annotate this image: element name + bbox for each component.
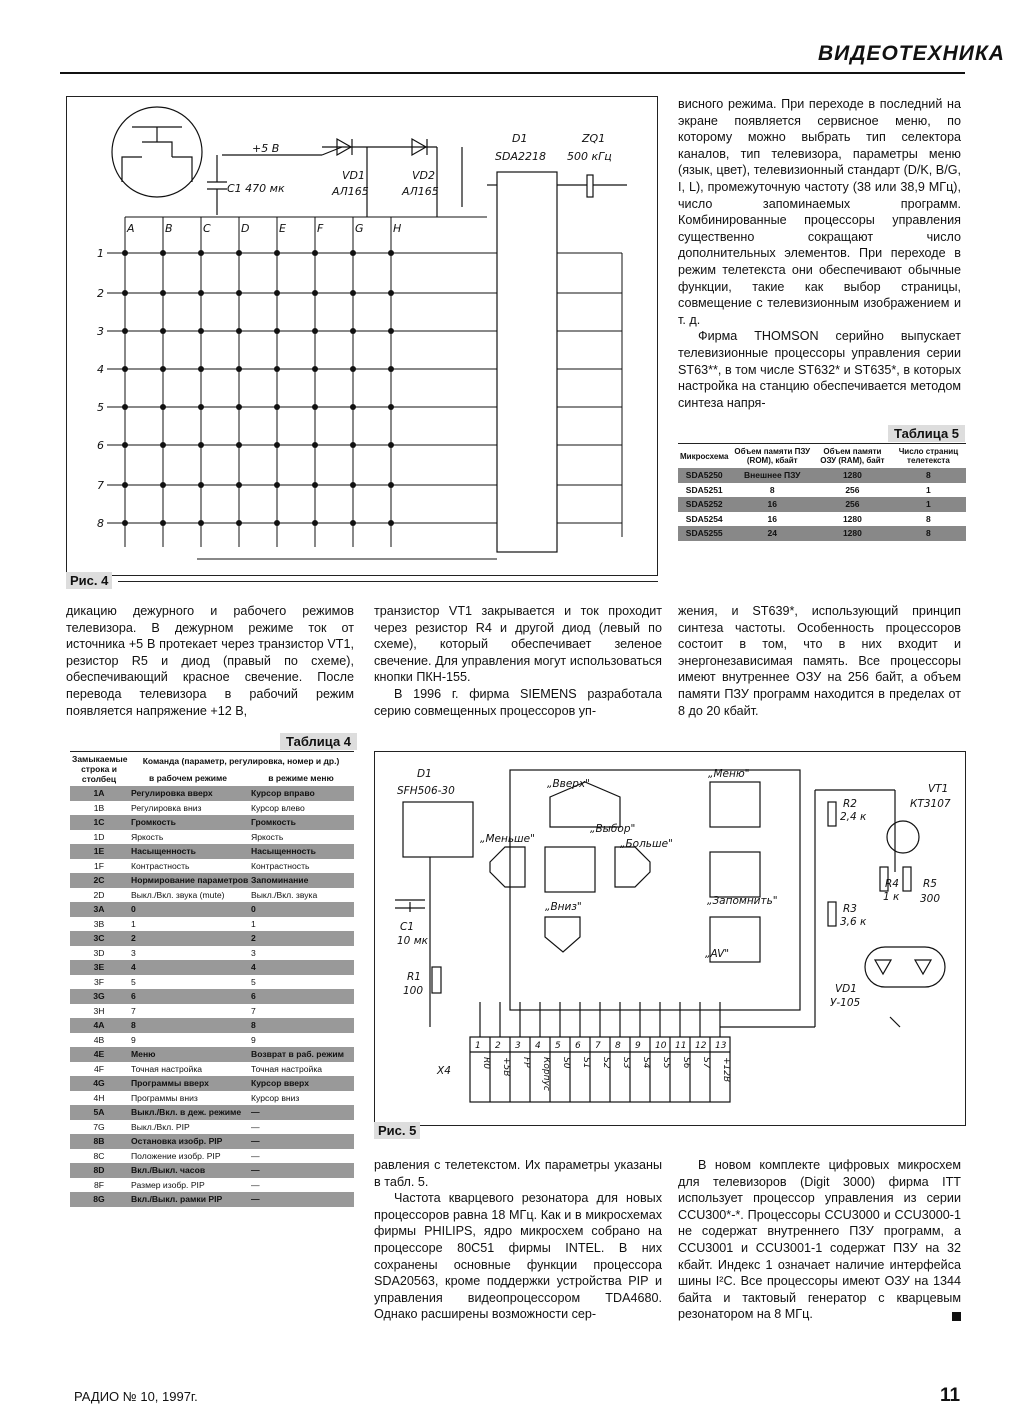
fig5-r2-val: 2,4 к	[840, 811, 867, 823]
x4-pin-name: S4	[641, 1057, 651, 1069]
fig5-r3-val: 3,6 к	[840, 916, 867, 928]
table-row	[70, 931, 354, 946]
fig5-btn-av: „AV"	[705, 948, 730, 960]
fig4-v5: +5 В	[252, 142, 280, 155]
table-5-title: Таблица 5	[888, 425, 965, 442]
table-cell-key: 4E	[70, 1047, 128, 1062]
keypad-icon	[112, 107, 202, 197]
table-cell-key: 8G	[70, 1192, 128, 1207]
fig4-vd1: VD1	[342, 169, 365, 182]
fig5-r4: R4	[885, 878, 899, 890]
fig4-row-6: 6	[97, 439, 104, 452]
table-row	[70, 975, 354, 990]
table-cell: 8	[128, 1018, 248, 1033]
x4-pin-name: S6	[681, 1057, 691, 1069]
paragraph: В 1996 г. фирма SIEMENS разработала серию совмещенных процессоров уп-	[374, 686, 662, 718]
table-cell: Нормирование параметров	[128, 873, 248, 888]
table-cell: —	[251, 1150, 260, 1161]
table-cell: Яркость	[251, 831, 284, 842]
table-row: SDA5254 16 1280 8	[685, 513, 931, 524]
table-cell: Возврат в раб. режим	[248, 1047, 354, 1062]
page-number: 11	[940, 1385, 961, 1406]
table-row	[70, 1018, 354, 1033]
x4-pin-number: 5	[555, 1041, 561, 1051]
x4-pin-name: S5	[661, 1057, 671, 1069]
table-5-header: Число страниц телетекста	[898, 447, 959, 465]
x4-pin-number: 8	[615, 1041, 621, 1051]
table-cell: Программы вверх	[128, 1076, 248, 1091]
table-4-header-work: в рабочем режиме	[148, 772, 227, 783]
fig5-btn-up: „Вверх"	[547, 778, 590, 790]
fig5-r5-val: 300	[920, 893, 941, 905]
table-row	[70, 830, 354, 845]
table-cell-key: 4A	[70, 1018, 128, 1033]
table-cell: Курсор вправо	[248, 786, 354, 801]
table-row	[70, 1091, 354, 1106]
fig5-c1: C1	[400, 921, 415, 933]
table-cell-key: 1A	[70, 786, 128, 801]
table-cell: Контрастность	[131, 860, 190, 871]
table-cell: Запоминание	[248, 873, 354, 888]
table-row: SDA5255 24 1280 8	[678, 526, 966, 541]
fig4-col-g: G	[355, 222, 364, 235]
table-cell: Курсор вниз	[251, 1092, 300, 1103]
table-row	[70, 902, 354, 917]
table-cell: Яркость	[131, 831, 164, 842]
table-cell-key: 8B	[70, 1134, 128, 1149]
table-row: SDA5250 Внешнее ПЗУ 1280 8	[678, 468, 966, 483]
table-cell: 5	[131, 976, 136, 987]
fig5-r1-val: 100	[403, 985, 424, 997]
table-cell-key: 1B	[93, 802, 105, 813]
table-cell-key: 3C	[70, 931, 128, 946]
x4-pin-number: 7	[595, 1041, 601, 1051]
table-cell: Выкл./Вкл. PIP	[131, 1121, 190, 1132]
button-more	[615, 847, 650, 887]
table-row	[70, 1033, 354, 1048]
fig5-d1-type: SFH506-30	[397, 785, 455, 797]
x4-pin-number: 4	[535, 1041, 541, 1051]
mid-column-1	[66, 603, 354, 719]
table-cell: Насыщенность	[248, 844, 354, 859]
table-cell-key: 1F	[93, 860, 105, 871]
fig5-vt1-type: КТ3107	[910, 798, 951, 810]
fig5-vd1-type: У-105	[830, 997, 861, 1009]
paragraph: Фирма THOMSON серийно выпускает телевизионные процессоры управления серии ST63**, в том числе ST632* и ST635*, в которых настройка на станцию обеспечивается методом синтеза напря-	[678, 329, 961, 410]
fig4-row-4: 4	[97, 363, 104, 376]
table-cell: Вкл./Выкл. часов	[128, 1163, 248, 1178]
x4-pin-name: +12В	[721, 1057, 731, 1083]
table-row	[70, 1105, 354, 1120]
table-row	[70, 859, 354, 874]
fig5-btn-select: „Выбор"	[590, 823, 636, 835]
table-cell: Точная настройка	[251, 1063, 323, 1074]
fig4-col-e: E	[279, 222, 286, 235]
fig4-col-c: C	[203, 222, 211, 235]
table-row	[70, 888, 354, 903]
table-row	[70, 1120, 354, 1135]
table-cell: Громкость	[248, 815, 354, 830]
figure-5-schematic	[375, 752, 965, 1125]
table-cell-key: 3H	[93, 1005, 105, 1016]
paragraph: В новом комплекте цифровых микросхем для телевизоров (Digit 3000) фирма ITT использует процессор управления из серии CCU300*-*. Процессоры CCU3000 и CCU3000-1 не содержат внутреннего ПЗУ программ, а CCU3001 и CCU3001-1 содержат ПЗУ на 32 кбайт. Индекс 1 означает наличие интерфейса шины I²C. Все процессоры имеют ОЗУ на 1344 байта и тактовый генератор с кварцевым резонатором на 8 МГц.	[678, 1158, 961, 1322]
table-row	[70, 1076, 354, 1091]
x4-pin-name: Корпус	[541, 1057, 551, 1091]
figure-5	[374, 751, 966, 1126]
button-store	[710, 852, 760, 897]
table-row	[70, 1178, 354, 1193]
table-cell-key: 8F	[93, 1179, 105, 1190]
fig4-row-5: 5	[97, 401, 104, 414]
figure-4-caption-rule	[118, 581, 658, 582]
fig5-x4: X4	[437, 1065, 451, 1077]
x4-pin-number: 11	[675, 1041, 687, 1051]
fig4-col-a: A	[127, 222, 135, 235]
fig5-vd1: VD1	[835, 983, 857, 995]
table-cell: Выкл./Вкл. звука (mute)	[131, 889, 225, 900]
table-cell: —	[248, 1134, 354, 1149]
button-less	[490, 847, 525, 887]
fig5-btn-store: „Запомнить"	[707, 895, 778, 907]
fig5-btn-down: „Вниз"	[545, 901, 582, 913]
table-cell: Программы вниз	[131, 1092, 198, 1103]
mid-column-2	[374, 603, 662, 719]
fig5-btn-menu: „Меню"	[708, 768, 750, 780]
table-cell: —	[248, 1105, 354, 1120]
table-cell: 7	[251, 1005, 256, 1016]
table-4-header-menu: в режиме меню	[268, 772, 334, 783]
fig5-r3: R3	[843, 903, 857, 915]
x4-pin-name: S2	[601, 1057, 611, 1069]
table-cell: Насыщенность	[128, 844, 248, 859]
table-cell: 9	[251, 1034, 256, 1045]
table-cell: —	[251, 1121, 260, 1132]
end-mark-icon	[952, 1312, 961, 1321]
fig4-col-d: D	[241, 222, 250, 235]
table-cell: 9	[131, 1034, 136, 1045]
table-cell-key: 4H	[93, 1092, 105, 1103]
table-cell: Регулировка вверх	[128, 786, 248, 801]
paragraph: Частота кварцевого резонатора для новых процессоров равна 18 МГц. Как и в микросхемах фирмы PHILIPS, ядро микросхем собрано на процессоре 80C51 фирмы INTEL. В них сохранены основные функции процессора SDA20563, кроме поддержки устройства PIP и управления видеопроцессором TDA4680. Однако расширены возможности сер-	[374, 1191, 662, 1322]
table-cell-key: 3G	[70, 989, 128, 1004]
table-cell-key: 3B	[93, 918, 105, 929]
paragraph: равления с телетекстом. Их параметры указаны в табл. 5.	[374, 1158, 662, 1189]
table-cell: Выкл./Вкл. в деж. режиме	[128, 1105, 248, 1120]
fig5-c1-val: 10 мк	[397, 935, 428, 947]
figure-4	[66, 96, 658, 576]
table-cell: 0	[248, 902, 354, 917]
fig4-vd2: VD2	[412, 169, 435, 182]
bottom-column-3	[678, 1157, 961, 1323]
fig4-d1: D1	[512, 132, 528, 145]
table-cell-key: 1C	[70, 815, 128, 830]
table-cell: 2	[248, 931, 354, 946]
table-cell: Курсор вверх	[248, 1076, 354, 1091]
header-rule	[60, 72, 965, 74]
table-cell: Положение изобр. PIP	[131, 1150, 221, 1161]
fig4-zq1-freq: 500 кГц	[567, 150, 612, 163]
mid-column-3	[678, 603, 961, 719]
paragraph: дикацию дежурного и рабочего режимов телевизора. В дежурном режиме ток от источника +5 В протекает через транзистор VT1, резистор R5 и диод (правый по схеме), обеспечивающий красное свечение. После перевода телевизора в рабочий режим появляется напряжение +12 В,	[66, 604, 354, 718]
table-cell: —	[251, 1179, 260, 1190]
table-cell: Размер изобр. PIP	[131, 1179, 205, 1190]
x4-pin-name: FP	[521, 1057, 531, 1068]
table-cell: 3	[131, 947, 136, 958]
table-4-header-command: Команда (параметр, регулировка, номер и др.)	[142, 755, 340, 766]
fig4-col-b: B	[165, 222, 173, 235]
table-cell: Выкл./Вкл. звука	[251, 889, 318, 900]
table-cell-key: 1D	[93, 831, 105, 842]
x4-pin-name: +5В	[501, 1057, 511, 1077]
fig4-d1-type: SDA2218	[495, 150, 546, 163]
table-cell-key: 1E	[70, 844, 128, 859]
table-cell-key: 3F	[93, 976, 105, 987]
vt1-transistor	[887, 821, 919, 853]
table-cell: 1	[251, 918, 256, 929]
table-row	[70, 1047, 354, 1062]
table-cell: 6	[128, 989, 248, 1004]
table-cell: Вкл./Выкл. рамки PIP	[128, 1192, 248, 1207]
figure-4-schematic	[67, 97, 657, 575]
x4-pin-number: 12	[695, 1041, 707, 1051]
fig4-c1: C1 470 мк	[227, 182, 285, 195]
fig5-r5: R5	[923, 878, 937, 890]
table-row	[70, 786, 354, 801]
vd1-led	[865, 947, 945, 987]
x4-pin-number: 6	[575, 1041, 581, 1051]
table-row	[70, 917, 354, 932]
table-5-header: Объем памяти ПЗУ (ROM), кбайт	[734, 447, 811, 465]
table-cell-key: 4G	[70, 1076, 128, 1091]
fig4-row-1: 1	[97, 247, 104, 260]
section-header: ВИДЕОТЕХНИКА	[818, 42, 1005, 65]
x4-pin-number: 3	[515, 1041, 521, 1051]
table-cell: Громкость	[128, 815, 248, 830]
table-cell: 4	[128, 960, 248, 975]
button-down	[545, 917, 580, 952]
table-row	[70, 1004, 354, 1019]
table-row	[70, 989, 354, 1004]
table-cell-key: 3A	[70, 902, 128, 917]
table-row	[70, 960, 354, 975]
table-cell: Регулировка вниз	[131, 802, 202, 813]
fig4-row-8: 8	[97, 517, 104, 530]
table-cell-key: 3E	[70, 960, 128, 975]
table-row	[70, 844, 354, 859]
fig5-r4-val: 1 к	[883, 891, 900, 903]
fig4-row-2: 2	[97, 287, 104, 300]
table-4	[70, 751, 354, 1207]
fig4-vd2-type: АЛ165	[402, 185, 439, 198]
table-cell-key: 3D	[93, 947, 105, 958]
x4-pin-number: 10	[655, 1041, 667, 1051]
button-select	[545, 847, 595, 892]
table-5	[678, 443, 966, 541]
x4-pin-name: R0	[481, 1057, 491, 1069]
x4-pin-name: S7	[701, 1057, 711, 1069]
table-row	[70, 801, 354, 816]
table-cell: Курсор влево	[251, 802, 305, 813]
table-cell: 4	[248, 960, 354, 975]
fig4-row-3: 3	[97, 325, 104, 338]
table-5-header: Объем памяти ОЗУ (RAM), байт	[820, 447, 885, 465]
table-row	[70, 1062, 354, 1077]
table-cell-key: 8D	[70, 1163, 128, 1178]
table-cell: 6	[248, 989, 354, 1004]
x4-pin-name: S1	[581, 1057, 591, 1069]
table-cell: 5	[251, 976, 256, 987]
table-cell: Меню	[128, 1047, 248, 1062]
figure-5-label: Рис. 5	[374, 1122, 420, 1139]
paragraph: жения, и ST639*, использующий принцип синтеза частоты. Особенность процессоров состоит в том, что в них входит и энергонезависимая память. Все процессоры имеют внутреннее ОЗУ на 256 байт, а объем памяти ПЗУ программ находится в пределах от 8 до 20 кбайт.	[678, 604, 961, 718]
table-cell-key: 2C	[70, 873, 128, 888]
fig4-row-7: 7	[97, 479, 104, 492]
x4-pin-number: 2	[495, 1041, 501, 1051]
table-row	[70, 1163, 354, 1178]
fig5-btn-more: „Больше"	[620, 838, 673, 850]
x4-pin-name: S0	[561, 1057, 571, 1069]
table-row: SDA5252 16 256 1	[678, 497, 966, 512]
button-menu	[710, 782, 760, 827]
fig5-btn-less: „Меньше"	[480, 833, 535, 845]
table-cell: —	[248, 1192, 354, 1207]
table-4-header-keys: Замыкаемые строка и столбец	[72, 754, 128, 784]
table-row	[70, 1134, 354, 1149]
fig4-col-h: H	[393, 222, 402, 235]
fig5-d1: D1	[417, 768, 432, 780]
table-cell-key: 5A	[70, 1105, 128, 1120]
figure-4-label: Рис. 4	[66, 572, 112, 589]
table-cell: 8	[248, 1018, 354, 1033]
d1-chip	[403, 802, 473, 857]
table-cell-key: 4B	[93, 1034, 105, 1045]
table-cell: —	[248, 1163, 354, 1178]
table-row	[70, 946, 354, 961]
fig5-r2: R2	[843, 798, 857, 810]
footer-issue: РАДИО № 10, 1997г.	[74, 1389, 198, 1404]
table-row	[70, 873, 354, 888]
fig5-vt1: VT1	[928, 783, 949, 795]
table-cell-key: 8C	[93, 1150, 105, 1161]
table-cell: 1	[131, 918, 136, 929]
fig4-col-f: F	[317, 222, 324, 235]
x4-pin-number: 9	[635, 1041, 641, 1051]
table-row	[70, 1149, 354, 1164]
x4-pin-name: S3	[621, 1057, 631, 1069]
table-cell-key: 7G	[93, 1121, 105, 1132]
table-row	[70, 1192, 354, 1207]
fig5-r1: R1	[407, 971, 421, 983]
table-row	[70, 815, 354, 830]
table-row: SDA5251 8 256 1	[685, 484, 931, 495]
table-cell: 2	[128, 931, 248, 946]
paragraph: висного режима. При переходе в последний на экране появляется сервисное меню, по которому можно выбрать тип селектора каналов, тип телевизора, параметры меню (язык, цвет), телевизионный стандарт (D/K, B/G, I, L), промежуточную частоту (38 или 38,9 МГц), число запоминаемых программ. Комбинированные процессоры управления существенно сокращают число дополнительных элементов. При переходе в режим телетекста они обеспечивают обычные функции, такие как выбор страницы, совмещение с телевизионным изображением и т. д.	[678, 97, 961, 327]
table-cell: Остановка изобр. PIP	[128, 1134, 248, 1149]
table-cell: Точная настройка	[131, 1063, 203, 1074]
table-cell-key: 2D	[93, 889, 105, 900]
x4-pin-number: 13	[715, 1041, 727, 1051]
x4-pin-number: 1	[475, 1041, 481, 1051]
table-cell: 3	[251, 947, 256, 958]
table-4-title: Таблица 4	[280, 733, 357, 750]
fig4-zq1: ZQ1	[582, 132, 606, 145]
table-cell-key: 4F	[93, 1063, 105, 1074]
right-column-top	[678, 96, 961, 411]
table-cell: 7	[131, 1005, 136, 1016]
table-5-header: Микросхема	[680, 451, 729, 461]
paragraph: транзистор VT1 закрывается и ток проходит через резистор R4 и другой диод (левый по схеме), который обеспечивает зеленое свечение. Для управления могут использоваться кнопки ПКН-155.	[374, 604, 662, 685]
fig4-vd1-type: АЛ165	[332, 185, 369, 198]
table-cell: 0	[128, 902, 248, 917]
bottom-column-2	[374, 1157, 662, 1323]
table-cell: Контрастность	[251, 860, 310, 871]
